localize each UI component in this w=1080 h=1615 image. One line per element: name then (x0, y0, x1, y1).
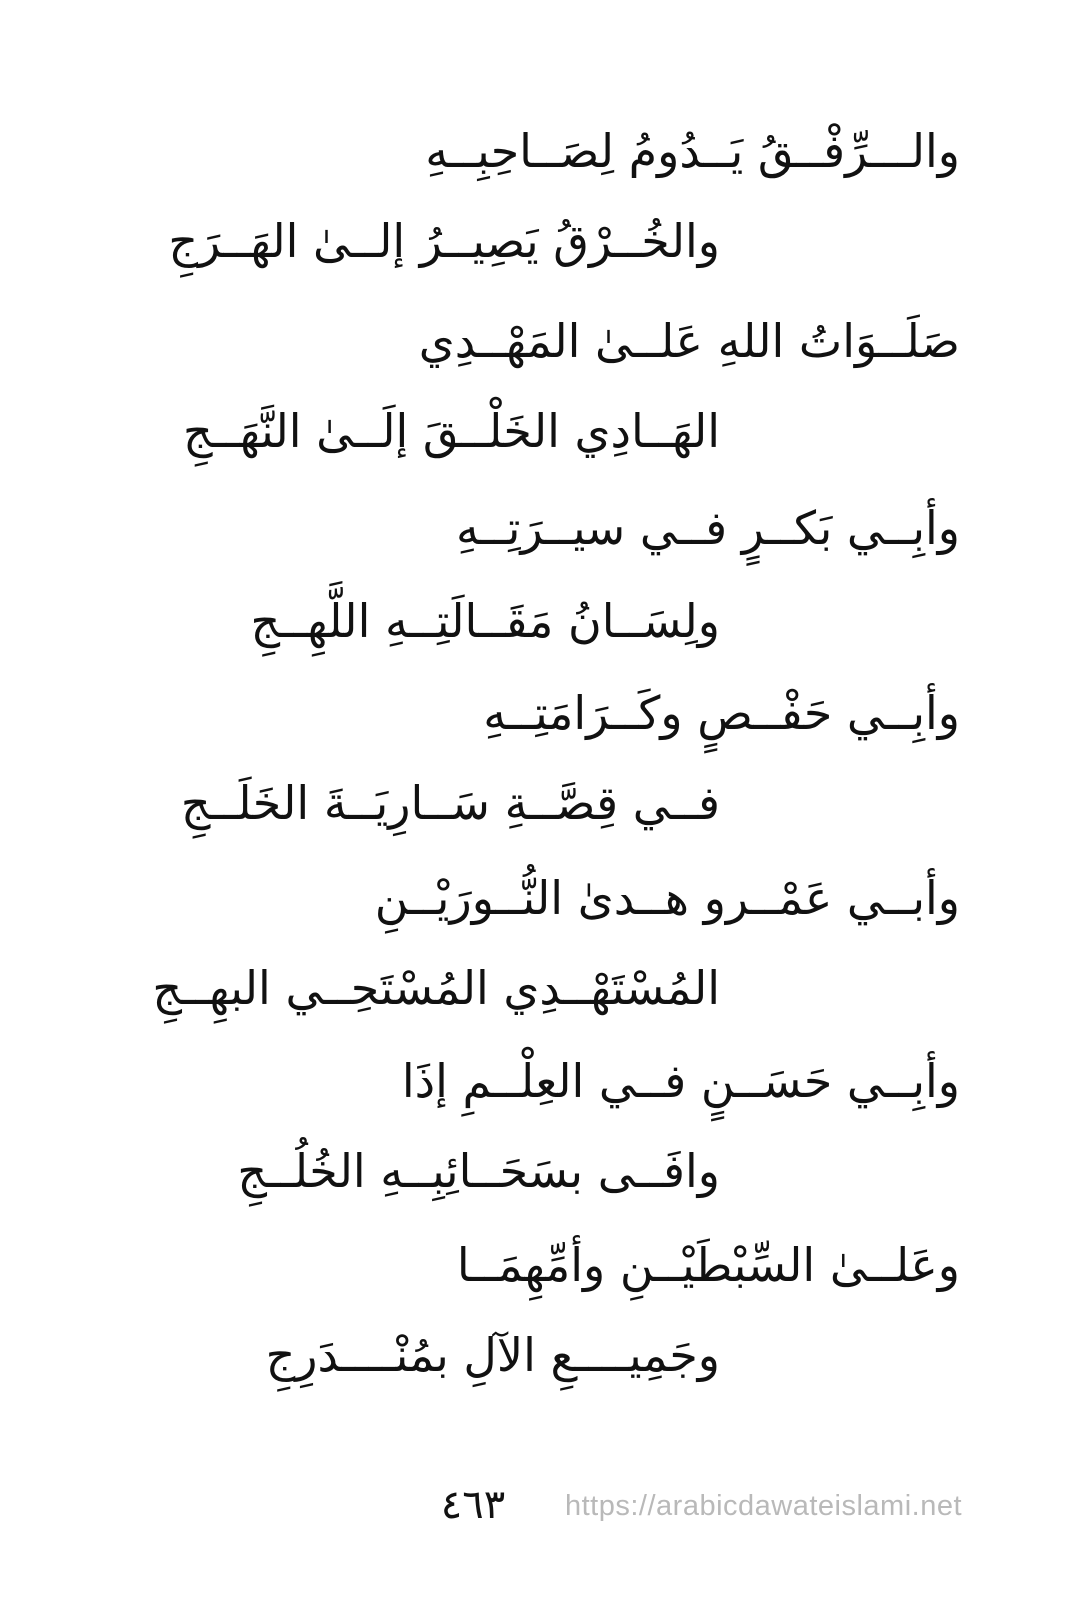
verse-line-11: وأبِــي حَسَــنٍ فــي العِلْــمِ إذَا (401, 1054, 960, 1108)
verse-line-4: الهَــادِي الخَلْــقَ إلَــىٰ النَّهَــجِ (183, 404, 720, 458)
verse-line-5: وأبِــي بَكــرٍ فــي سيــرَتِــهِ (456, 501, 960, 555)
verse-line-10: المُسْتَهْــدِي المُسْتَحِــي البهِــجِ (152, 961, 720, 1015)
verse-line-1: والـــرِّفْــقُ يَــدُومُ لِصَــاحِبِــهِ (425, 124, 960, 178)
verse-line-6: ولِسَــانُ مَقَــالَتِــهِ اللَّهِــجِ (250, 594, 720, 648)
page-number: ٤٦٣ (440, 1482, 506, 1528)
verse-line-2: والخُــرْقُ يَصِيــرُ إلــىٰ الهَــرَجِ (168, 214, 720, 268)
verse-line-14: وجَمِيــــعِ الآلِ بمُنْــــدَرِجِ (265, 1328, 720, 1382)
verse-line-8: فــي قِصَّــةِ سَــارِيَــةَ الخَلَــجِ (180, 776, 720, 830)
verse-line-3: صَلَــوَاتُ اللهِ عَلــىٰ المَهْــدِي (418, 314, 960, 368)
verse-line-12: وافَــى بسَحَــائِبِــهِ الخُلُــجِ (237, 1144, 720, 1198)
watermark-url: https://arabicdawateislami.net (565, 1490, 963, 1522)
verse-line-7: وأبِــي حَفْــصٍ وكَــرَامَتِــهِ (483, 686, 960, 740)
verse-line-9: وأبــي عَمْــرو هــدىٰ النُّــورَيْــنِ (374, 871, 960, 925)
verse-line-13: وعَلــىٰ السِّبْطَيْــنِ وأمِّهِمَــا (456, 1238, 960, 1292)
